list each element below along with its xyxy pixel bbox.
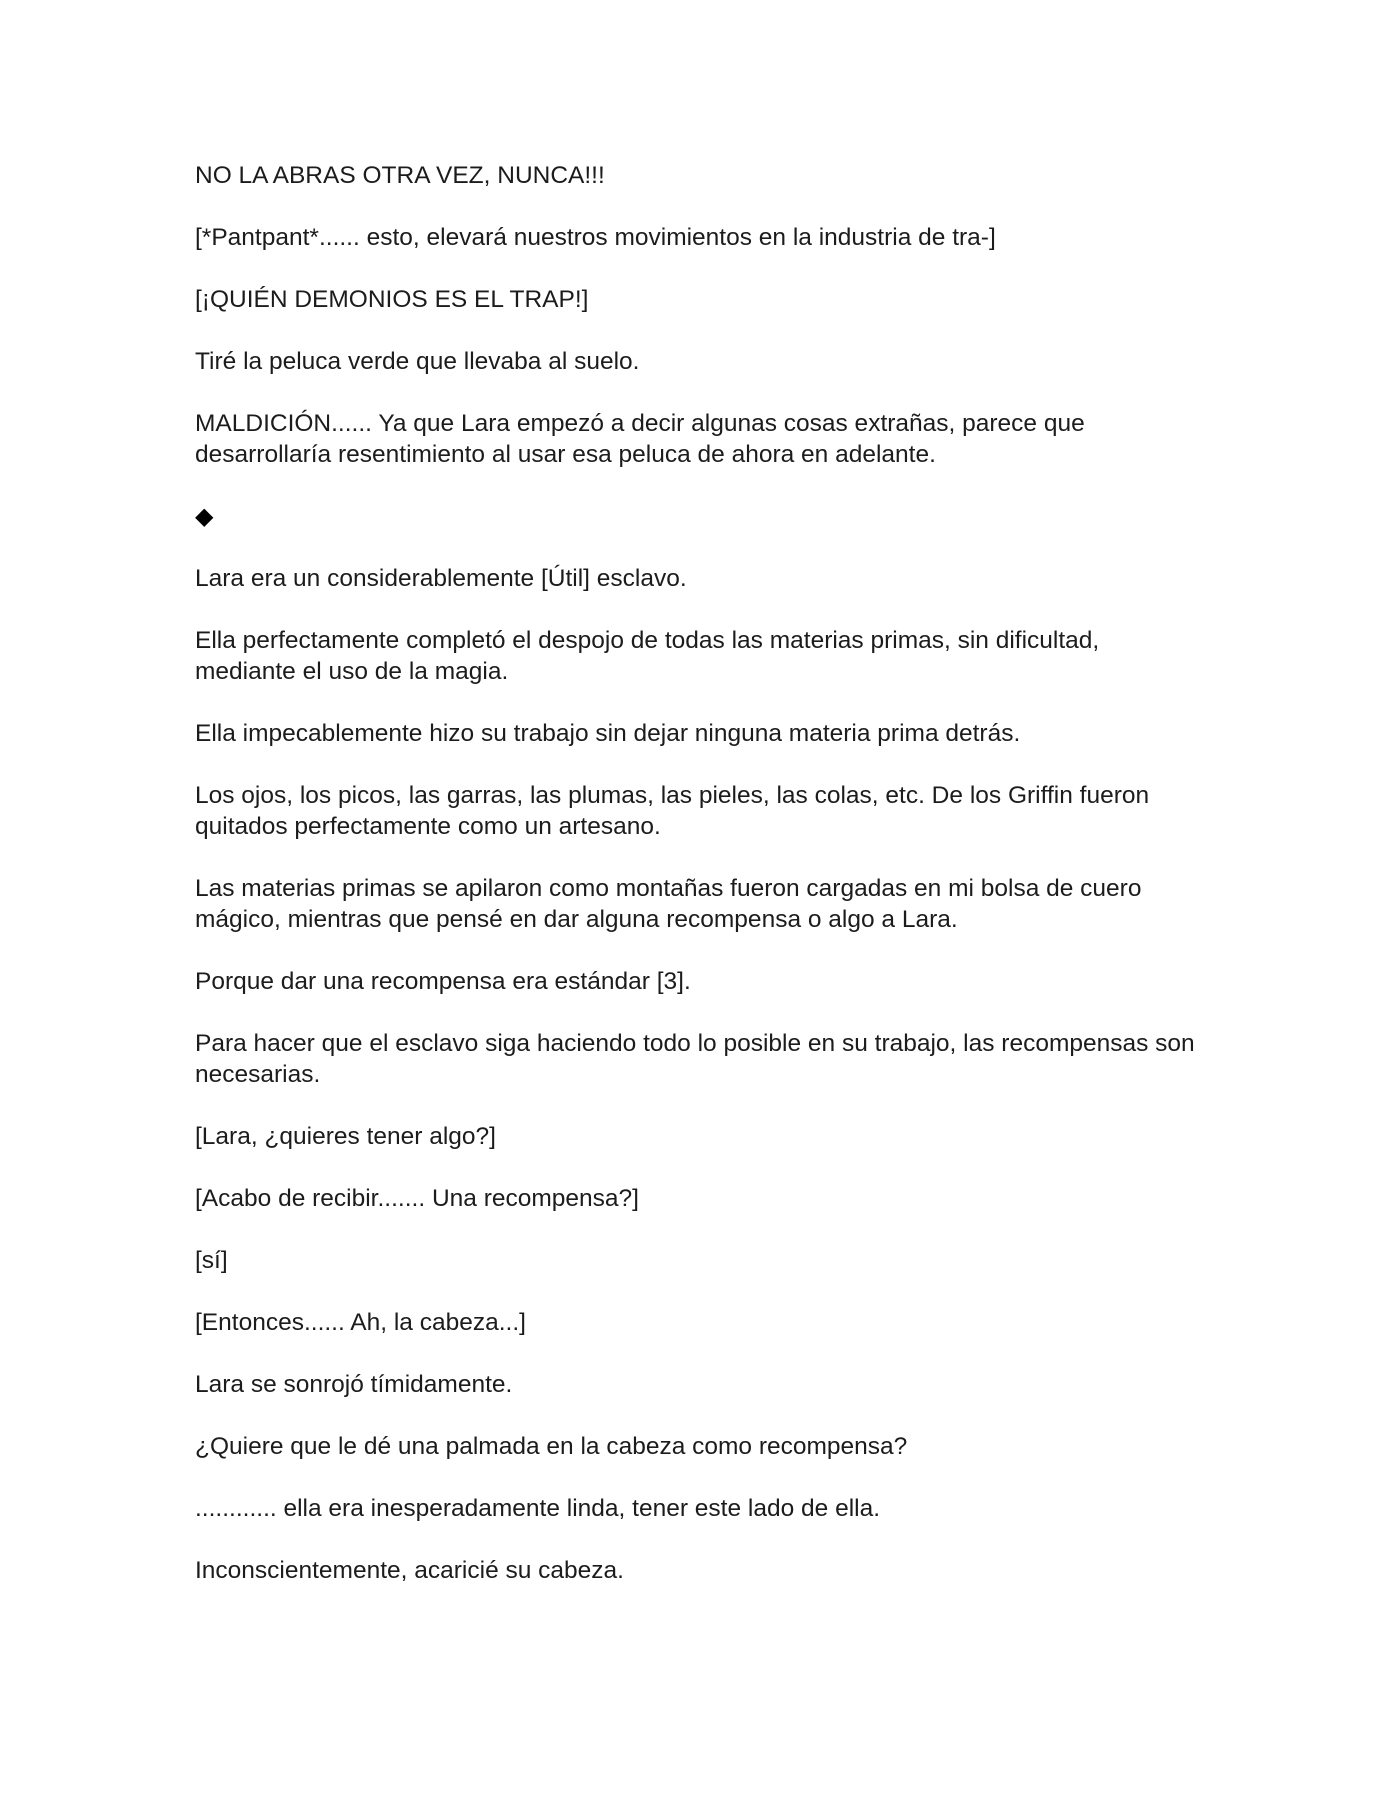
paragraph: ............ ella era inesperadamente linda, tener este lado de ella.: [195, 1495, 881, 1522]
paragraph: ¿Quiere que le dé una palmada en la cabeza como recompensa?: [195, 1433, 908, 1460]
paragraph: Inconscientemente, acaricié su cabeza.: [195, 1557, 624, 1584]
scene-break-diamond-icon: ◆: [195, 503, 214, 530]
paragraph: Porque dar una recompensa era estándar [3].: [195, 968, 691, 995]
document-body: [195, 160, 1205, 1617]
paragraph: Tiré la peluca verde que llevaba al suelo.: [195, 348, 640, 375]
paragraph: Los ojos, los picos, las garras, las plumas, las pieles, las colas, etc. De los Griffin fueron quitados perfectamente como un artesano.: [195, 782, 1150, 840]
paragraph: [Acabo de recibir....... Una recompensa?]: [195, 1185, 639, 1212]
paragraph: Lara se sonrojó tímidamente.: [195, 1371, 513, 1398]
paragraph: [¡QUIÉN DEMONIOS ES EL TRAP!]: [195, 286, 589, 313]
paragraph: MALDICIÓN...... Ya que Lara empezó a decir algunas cosas extrañas, parece que desarrollaría resentimiento al usar esa peluca de ahora en adelante.: [195, 410, 1085, 468]
paragraph: Lara era un considerablemente [Útil] esclavo.: [195, 565, 687, 592]
paragraph: [*Pantpant*...... esto, elevará nuestros movimientos en la industria de tra-]: [195, 224, 996, 251]
paragraph: Ella impecablemente hizo su trabajo sin dejar ninguna materia prima detrás.: [195, 720, 1021, 747]
paragraph: [Entonces...... Ah, la cabeza...]: [195, 1309, 526, 1336]
paragraph: NO LA ABRAS OTRA VEZ, NUNCA!!!: [195, 162, 605, 189]
paragraph: [sí]: [195, 1247, 228, 1274]
paragraph: Las materias primas se apilaron como montañas fueron cargadas en mi bolsa de cuero mágico, mientras que pensé en dar alguna recompensa o algo a Lara.: [195, 875, 1142, 933]
paragraph: [Lara, ¿quieres tener algo?]: [195, 1123, 496, 1150]
paragraph: Para hacer que el esclavo siga haciendo todo lo posible en su trabajo, las recompensas son necesarias.: [195, 1030, 1195, 1088]
paragraph: Ella perfectamente completó el despojo de todas las materias primas, sin dificultad, mediante el uso de la magia.: [195, 627, 1100, 685]
